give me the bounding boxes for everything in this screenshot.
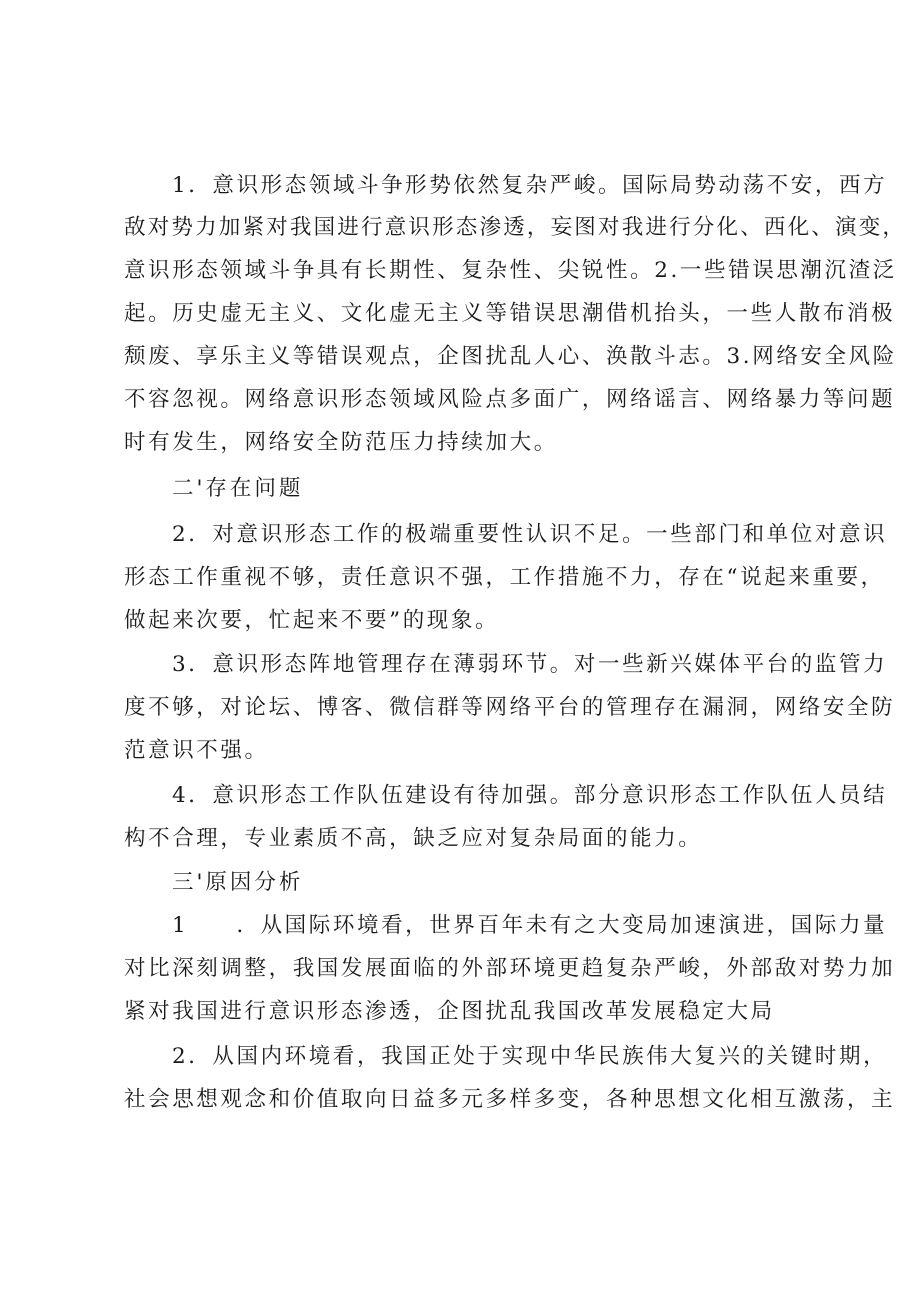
paragraph-5-line-1: 1 ．从国际环境看，世界百年未有之大变局加速演进，国际力量	[172, 913, 888, 938]
paragraph-1-line-3: 意识形态领域斗争具有长期性、复杂性、尖锐性。2.一些错误思潮沉渣泛	[124, 258, 897, 283]
paragraph-5-line-2: 对比深刻调整，我国发展面临的外部环境更趋复杂严峻，外部敌对势力加	[124, 956, 896, 981]
paragraph-4-line-2: 构不合理，专业素质不高，缺乏应对复杂局面的能力。	[124, 826, 703, 851]
paragraph-3-line-1: 3．意识形态阵地管理存在薄弱环节。对一些新兴媒体平台的监管力	[172, 652, 888, 677]
paragraph-1-line-5: 颓废、享乐主义等错误观点，企图扰乱人心、涣散斗志。3.网络安全风险	[124, 344, 897, 369]
paragraph-2-line-1: 2．对意识形态工作的极端重要性认识不足。一些部门和单位对意识	[172, 522, 888, 547]
paragraph-2-line-3: 做起来次要，忙起来不要”的现象。	[124, 608, 500, 633]
section-heading-problems: 二'存在问题	[172, 476, 304, 501]
paragraph-4-line-1: 4．意识形态工作队伍建设有待加强。部分意识形态工作队伍人员结	[172, 783, 888, 808]
paragraph-6-line-1: 2．从国内环境看，我国正处于实现中华民族伟大复兴的关键时期，	[172, 1044, 888, 1069]
paragraph-1-line-2: 敌对势力加紧对我国进行意识形态渗透，妄图对我进行分化、西化、演变，	[124, 215, 907, 240]
paragraph-1-line-7: 时有发生，网络安全防范压力持续加大。	[124, 430, 558, 455]
paragraph-3-line-3: 范意识不强。	[124, 738, 269, 763]
paragraph-5-line-3: 紧对我国进行意识形态渗透，企图扰乱我国改革发展稳定大局	[124, 999, 775, 1024]
paragraph-1-line-4: 起。历史虚无主义、文化虚无主义等错误思潮借机抬头，一些人散布消极	[124, 301, 896, 326]
section-heading-analysis: 三'原因分析	[172, 870, 304, 895]
paragraph-6-line-2: 社会思想观念和价值取向日益多元多样多变，各种思想文化相互激荡，主	[124, 1087, 896, 1112]
paragraph-2-line-2: 形态工作重视不够，责任意识不强，工作措施不力，存在“说起来重要，	[124, 565, 885, 590]
paragraph-1-line-6: 不容忽视。网络意识形态领域风险点多面广，网络谣言、网络暴力等问题	[124, 387, 896, 412]
paragraph-1-line-1: 1．意识形态领域斗争形势依然复杂严峻。国际局势动荡不安，西方	[172, 173, 888, 198]
paragraph-3-line-2: 度不够，对论坛、博客、微信群等网络平台的管理存在漏洞，网络安全防	[124, 695, 896, 720]
